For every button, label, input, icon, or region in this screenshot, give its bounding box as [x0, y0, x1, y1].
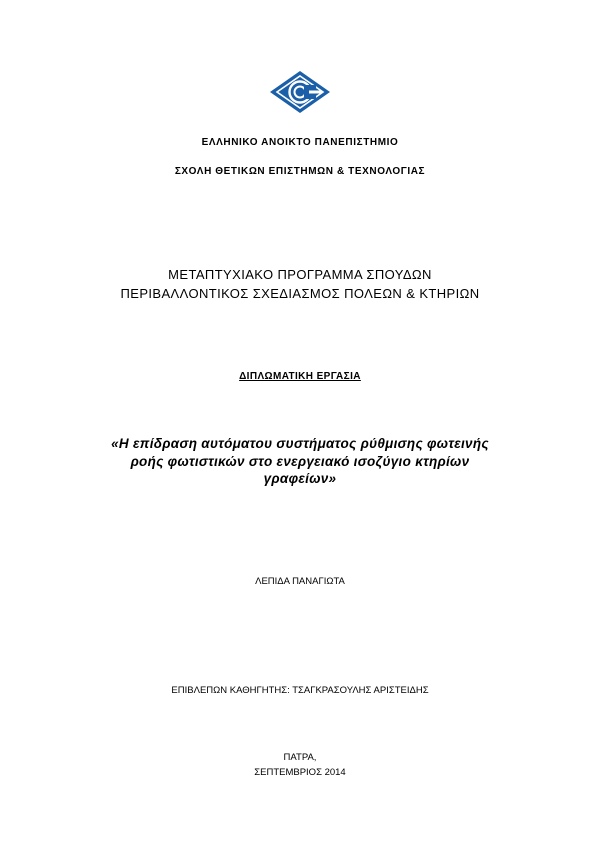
- place: ΠΑΤΡΑ,: [283, 752, 317, 763]
- author-name: ΛΕΠΙΔΑ ΠΑΝΑΓΙΩΤΑ: [255, 576, 345, 587]
- program-title-line-1: ΜΕΤΑΠΤΥΧΙΑΚΟ ΠΡΟΓΡΑΜΜΑ ΣΠΟΥΔΩΝ: [168, 267, 432, 282]
- thesis-title-line-2: ροής φωτιστικών στο ενεργειακό ισοζύγιο κτηρίων: [130, 453, 470, 469]
- thesis-title-line-3: γραφείων»: [263, 471, 337, 486]
- date: ΣΕΠΤΕΜΒΡΙΟΣ 2014: [254, 767, 346, 778]
- thesis-title-line-1: «Η επίδραση αυτόματου συστήματος ρύθμισης φωτεινής: [111, 436, 489, 451]
- university-name: ΕΛΛΗΝΙΚΟ ΑΝΟΙΚΤΟ ΠΑΝΕΠΙΣΤΗΜΙΟ: [201, 137, 399, 148]
- supervisor: ΕΠΙΒΛΕΠΩΝ ΚΑΘΗΓΗΤΗΣ: ΤΣΑΓΚΡΑΣΟΥΛΗΣ ΑΡΙΣΤΕΙΔΗΣ: [171, 685, 429, 696]
- thesis-title: [0, 435, 600, 488]
- university-emblem-icon: [269, 70, 331, 114]
- thesis-label-text: ΔΙΠΛΩΜΑΤΙΚΗ ΕΡΓΑΣΙΑ: [239, 371, 361, 382]
- program-title-line-2: ΠΕΡΙΒΑΛΛΟΝΤΙΚΟΣ ΣΧΕΔΙΑΣΜΟΣ ΠΟΛΕΩΝ & ΚΤΗΡΙΩΝ: [120, 286, 480, 301]
- thesis-label: [0, 371, 600, 382]
- school-name: ΣΧΟΛΗ ΘΕΤΙΚΩΝ ΕΠΙΣΤΗΜΩΝ & ΤΕΧΝΟΛΟΓΙΑΣ: [174, 166, 426, 177]
